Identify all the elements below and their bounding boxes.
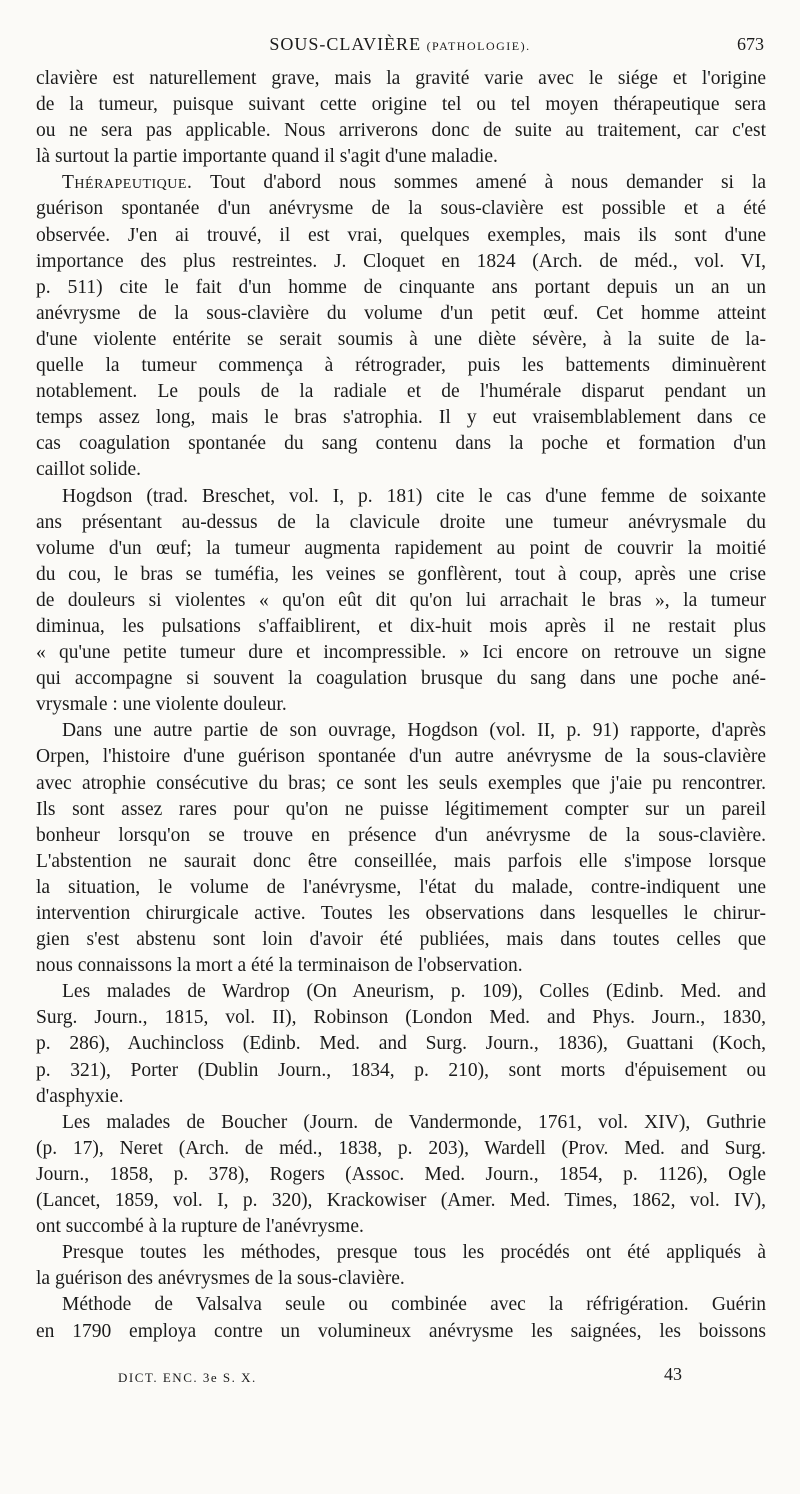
- page-footer: [36, 1364, 766, 1388]
- text-line: [36, 953, 766, 979]
- line-text: Méthode de Valsalva seule ou combinée avec la réfrigération. Guérin: [62, 1294, 766, 1316]
- line-text: d'une violente entérite se serait soumis à une diète sévère, à la suite de la-: [36, 328, 766, 350]
- line-text: p. 286), Auchincloss (Edinb. Med. and Surg. Journ., 1836), Guattani (Koch,: [36, 1033, 766, 1055]
- line-text: Dans une autre partie de son ouvrage, Hogdson (vol. II, p. 91) rapporte, d'après: [62, 720, 766, 742]
- body-text: [36, 66, 766, 1345]
- text-line: [36, 1058, 766, 1084]
- line-text: (p. 17), Neret (Arch. de méd., 1838, p. 203), Wardell (Prov. Med. and Surg.: [36, 1137, 766, 1159]
- line-text: la guérison des anévrysmes de la sous-clavière.: [36, 1268, 405, 1290]
- line-text: p. 321), Porter (Dublin Journ., 1834, p. 210), sont morts d'épuisement ou: [36, 1059, 766, 1081]
- line-text: clavière est naturellement grave, mais la gravité varie avec le siége et l'origine: [36, 68, 766, 89]
- text-line: [36, 1319, 766, 1345]
- running-title-main: SOUS-CLAVIÈRE: [269, 34, 422, 54]
- printer-signature: DICT. ENC. 3e S. X.: [118, 1370, 257, 1385]
- line-text: volume d'un œuf; la tumeur augmenta rapidement au point de couvrir la moitié: [36, 537, 766, 559]
- text-line: [36, 1084, 766, 1110]
- line-text: caillot solide.: [36, 459, 142, 481]
- line-text: notablement. Le pouls de la radiale et de l'humérale disparut pendant un: [36, 381, 766, 403]
- text-line: [36, 1292, 766, 1318]
- line-text: guérison spontanée d'un anévrysme de la sous-clavière est possible et a été: [36, 198, 766, 220]
- text-line: [36, 327, 766, 353]
- line-text: diminua, les pulsations s'affaiblirent, et dix-huit mois après il ne restait plus: [36, 615, 766, 637]
- text-line: [36, 927, 766, 953]
- text-line: [36, 771, 766, 797]
- line-text: p. 511) cite le fait d'un homme de cinquante ans portant depuis un an un: [36, 276, 766, 298]
- line-text: du cou, le bras se tuméfia, les veines se gonflèrent, tout à coup, après une crise: [36, 563, 766, 585]
- text-line: [36, 1110, 766, 1136]
- text-line: [36, 484, 766, 510]
- text-line: [36, 588, 766, 614]
- text-line: [36, 901, 766, 927]
- sheet-number: 43: [664, 1364, 682, 1384]
- text-line: [36, 744, 766, 770]
- text-line: [36, 196, 766, 222]
- line-text: ans présentant au-dessus de la clavicule droite une tumeur anévrysmale du: [36, 511, 766, 533]
- text-line: [36, 1240, 766, 1266]
- section-heading: Thérapeutique.: [62, 172, 193, 194]
- text-line: [36, 118, 766, 144]
- text-line: [36, 379, 766, 405]
- line-text: intervention chirurgicale active. Toutes les observations dans lesquelles le chirur-: [36, 903, 766, 924]
- line-text: la situation, le volume de l'anévrysme, l'état du malade, contre-indiquent une: [36, 876, 766, 898]
- line-text: vrysmale : une violente douleur.: [36, 694, 287, 716]
- text-line: [36, 301, 766, 327]
- line-text: Les malades de Boucher (Journ. de Vandermonde, 1761, vol. XIV), Guthrie: [62, 1111, 766, 1133]
- line-text: là surtout la partie importante quand il s'agit d'une maladie.: [36, 146, 498, 168]
- line-text: bonheur lorsqu'on se trouve en présence d'un anévrysme de la sous-clavière.: [36, 824, 766, 846]
- text-line: [36, 640, 766, 666]
- text-line: [36, 1266, 766, 1292]
- text-line: [36, 614, 766, 640]
- running-title: [36, 34, 764, 55]
- text-line: [36, 510, 766, 536]
- line-text: anévrysme de la sous-clavière du volume d'un petit œuf. Cet homme atteint: [36, 302, 766, 324]
- line-text: ou ne sera pas applicable. Nous arriverons donc de suite au traitement, car c'est: [36, 120, 766, 142]
- line-text: Surg. Journ., 1815, vol. II), Robinson (London Med. and Phys. Journ., 1830,: [36, 1007, 766, 1029]
- line-text: Hogdson (trad. Breschet, vol. I, p. 181) cite le cas d'une femme de soixante: [62, 485, 766, 507]
- line-text: nous connaissons la mort a été la terminaison de l'observation.: [36, 955, 523, 977]
- text-line: [36, 875, 766, 901]
- text-line: [36, 457, 766, 483]
- text-line: [36, 223, 766, 249]
- line-text: Ils sont assez rares pour qu'on ne puisse légitimement compter sur un pareil: [36, 798, 766, 820]
- text-line: [36, 718, 766, 744]
- text-line: [36, 1005, 766, 1031]
- text-line: [36, 1214, 766, 1240]
- line-text: d'asphyxie.: [36, 1085, 124, 1107]
- page-number: 673: [737, 34, 764, 54]
- text-line: [36, 144, 766, 170]
- text-line: [36, 92, 766, 118]
- line-text: Tout d'abord nous sommes amené à nous demander si la: [209, 172, 766, 194]
- running-title-subtitle: (PATHOLOGIE).: [426, 39, 531, 53]
- line-text: Les malades de Wardrop (On Aneurism, p. 109), Colles (Edinb. Med. and: [62, 981, 766, 1003]
- text-line: [36, 797, 766, 823]
- line-text: avec atrophie consécutive du bras; ce sont les seuls exemples que j'aie pu rencontrer.: [36, 772, 766, 794]
- running-header: [36, 34, 764, 58]
- text-line: [36, 66, 766, 92]
- line-text: L'abstention ne saurait donc être conseillée, mais parfois elle s'impose lorsque: [36, 850, 766, 872]
- text-line: [36, 405, 766, 431]
- text-line: [36, 275, 766, 301]
- text-line: [36, 849, 766, 875]
- text-line: [36, 979, 766, 1005]
- line-text: temps assez long, mais le bras s'atrophia. Il y eut vraisemblablement dans ce: [36, 407, 766, 429]
- line-text: Orpen, l'histoire d'une guérison spontanée d'un autre anévrysme de la sous-clavière: [36, 746, 766, 768]
- line-text: ont succombé à la rupture de l'anévrysme.: [36, 1216, 364, 1238]
- line-text: Presque toutes les méthodes, presque tous les procédés ont été appliqués à: [62, 1242, 766, 1264]
- text-line: [36, 249, 766, 275]
- text-line: [36, 536, 766, 562]
- line-text: « qu'une petite tumeur dure et incompressible. » Ici encore on retrouve un signe: [36, 642, 766, 664]
- text-line: [36, 1136, 766, 1162]
- text-line: [36, 353, 766, 379]
- text-line: [36, 823, 766, 849]
- text-line: [36, 170, 766, 196]
- line-text: quelle la tumeur commença à rétrograder, puis les battements diminuèrent: [36, 355, 766, 377]
- text-line: [36, 666, 766, 692]
- line-text: de la tumeur, puisque suivant cette origine tel ou tel moyen thérapeutique sera: [36, 94, 766, 116]
- line-text: gien s'est abstenu sont loin d'avoir été publiées, mais dans toutes celles que: [36, 929, 766, 951]
- text-line: [36, 431, 766, 457]
- text-line: [36, 562, 766, 588]
- line-text: en 1790 employa contre un volumineux anévrysme les saignées, les boissons: [36, 1320, 766, 1342]
- line-text: cas coagulation spontanée du sang contenu dans la poche et formation d'un: [36, 433, 766, 455]
- line-text: importance des plus restreintes. J. Cloquet en 1824 (Arch. de méd., vol. VI,: [36, 250, 766, 272]
- line-text: de douleurs si violentes « qu'on eût dit qu'on lui arrachait le bras », la tumeur: [36, 589, 766, 611]
- line-text: observée. J'en ai trouvé, il est vrai, quelques exemples, mais ils sont d'une: [36, 224, 766, 246]
- text-line: [36, 1188, 766, 1214]
- line-text: qui accompagne si souvent la coagulation brusque du sang dans une poche ané-: [36, 668, 766, 690]
- line-text: (Lancet, 1859, vol. I, p. 320), Krackowiser (Amer. Med. Times, 1862, vol. IV),: [36, 1190, 766, 1212]
- text-line: [36, 692, 766, 718]
- line-text: Journ., 1858, p. 378), Rogers (Assoc. Med. Journ., 1854, p. 1126), Ogle: [36, 1163, 766, 1185]
- text-line: [36, 1031, 766, 1057]
- text-line: [36, 1162, 766, 1188]
